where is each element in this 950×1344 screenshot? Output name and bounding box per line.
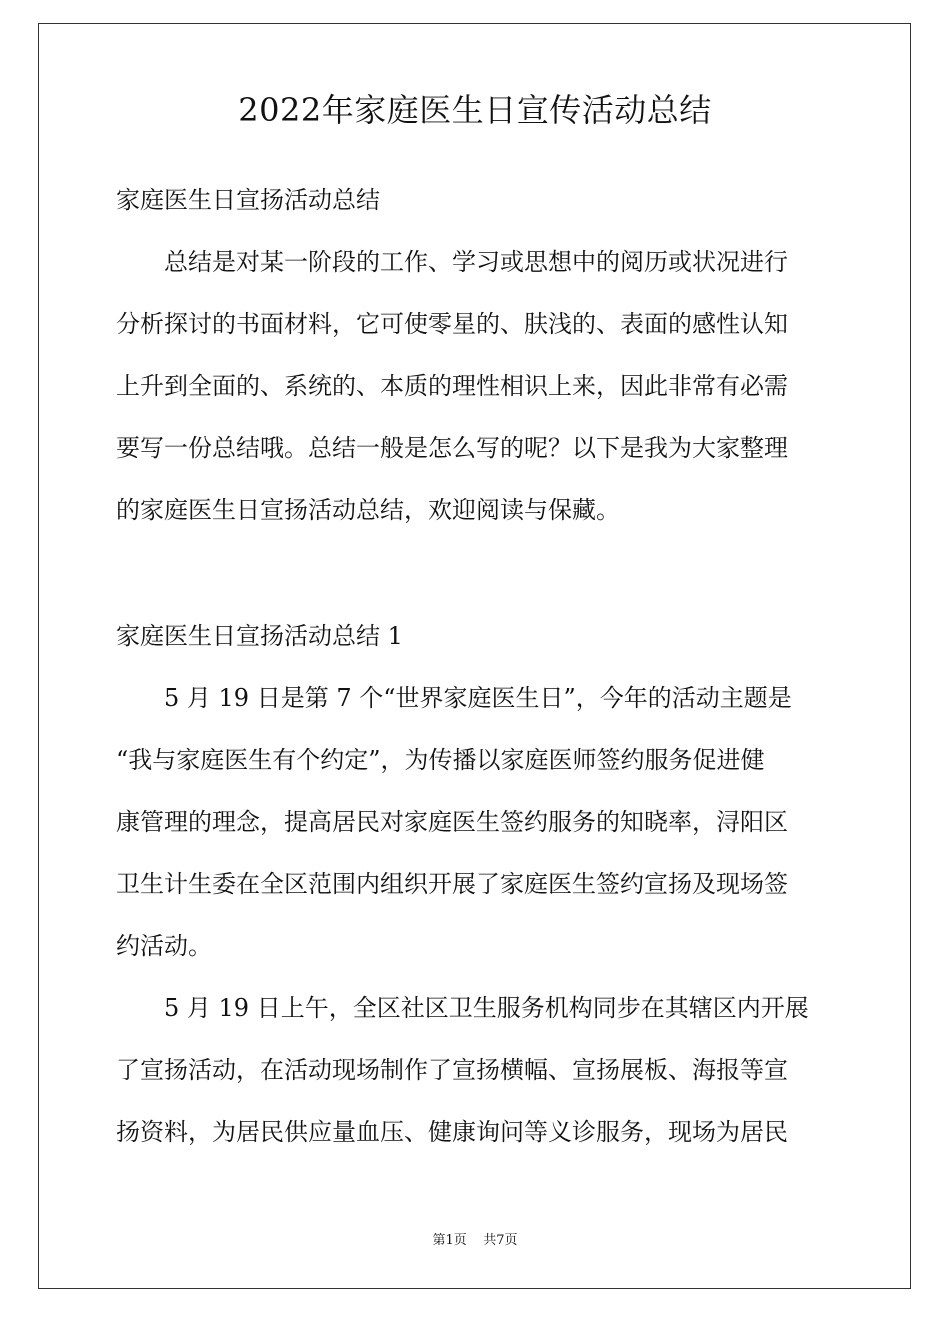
paragraph-line: 卫生计生委在全区范围内组织开展了家庭医生签约宣扬及现场签 xyxy=(116,870,788,898)
intro-line: 要写一份总结哦。总结一般是怎么写的呢？以下是我为大家整理 xyxy=(116,434,788,462)
paragraph-line: 扬资料，为居民供应量血压、健康询问等义诊服务，现场为居民 xyxy=(116,1118,788,1146)
intro-line: 上升到全面的、系统的、本质的理性相识上来，因此非常有必需 xyxy=(116,372,788,400)
paragraph-line: 了宣扬活动，在活动现场制作了宣扬横幅、宣扬展板、海报等宣 xyxy=(116,1056,788,1084)
intro-line: 总结是对某一阶段的工作、学习或思想中的阅历或状况进行 xyxy=(164,248,788,276)
paragraph-line: 康管理的理念，提高居民对家庭医生签约服务的知晓率，浔阳区 xyxy=(116,808,788,836)
page-number-footer: 第1页 共7页 xyxy=(432,1233,518,1248)
document-title: 2022年家庭医生日宣传活动总结 xyxy=(238,91,712,129)
paragraph-line: “我与家庭医生有个约定”，为传播以家庭医师签约服务促进健 xyxy=(116,746,765,774)
section-heading: 家庭医生日宣扬活动总结 1 xyxy=(116,622,403,650)
paragraph-line: 5 月 19 日上午，全区社区卫生服务机构同步在其辖区内开展 xyxy=(164,994,809,1022)
intro-line: 的家庭医生日宣扬活动总结，欢迎阅读与保藏。 xyxy=(116,496,620,524)
paragraph-line: 约活动。 xyxy=(116,932,212,960)
intro-line: 分析探讨的书面材料，它可使零星的、肤浅的、表面的感性认知 xyxy=(116,310,788,338)
paragraph-line: 5 月 19 日是第 7 个“世界家庭医生日”，今年的活动主题是 xyxy=(164,684,792,712)
document-subtitle: 家庭医生日宣扬活动总结 xyxy=(116,186,380,214)
